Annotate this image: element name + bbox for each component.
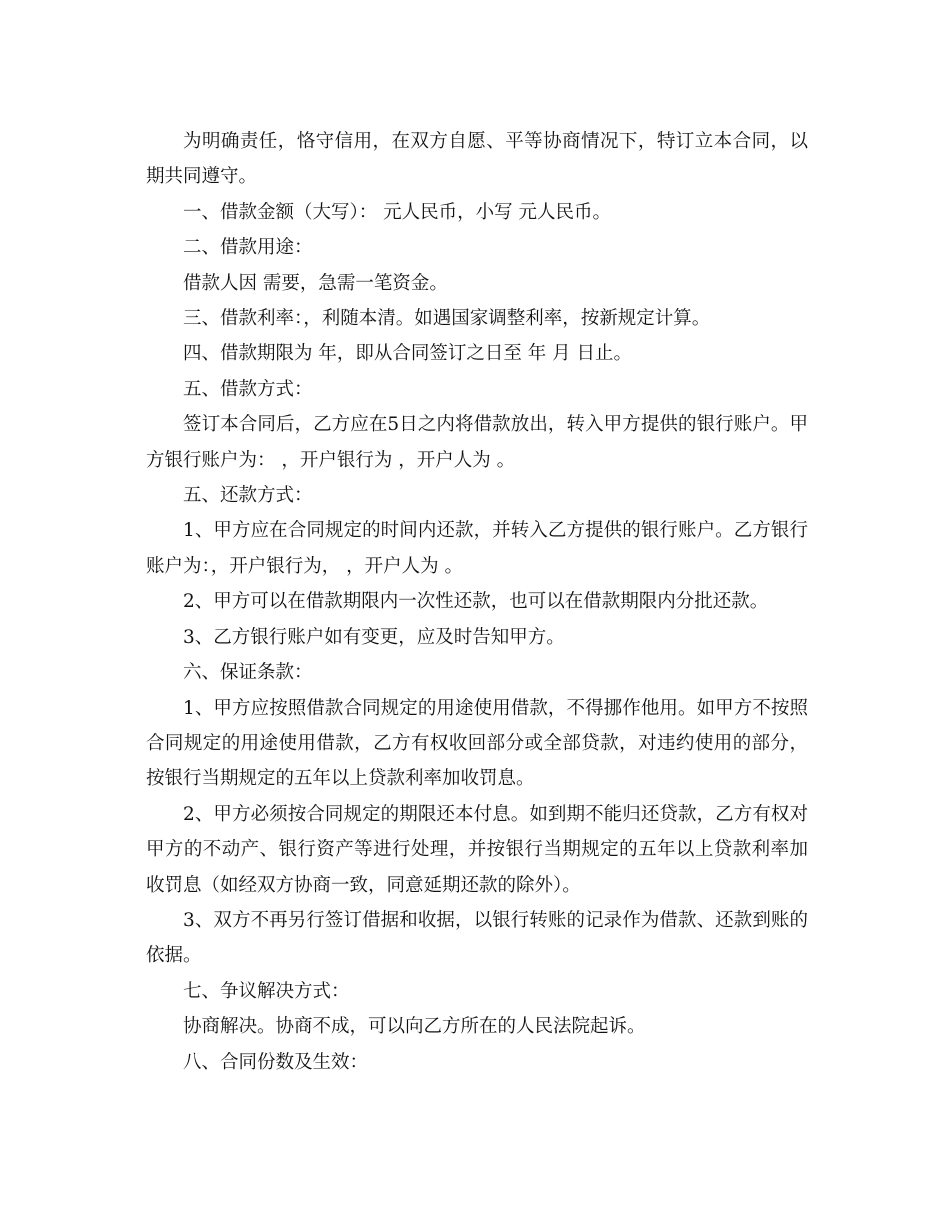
- paragraph-interest-rate: 三、借款利率：，利随本清。如遇国家调整利率，按新规定计算。: [183, 308, 711, 330]
- heading-dispute-resolution: 七、争议解决方式：: [183, 980, 350, 1002]
- paragraph-loan-term: 四、借款期限为 年，即从合同签订之日至 年 月 日止。: [183, 343, 633, 365]
- paragraph-repayment-3: 3、乙方银行账户如有变更，应及时告知甲方。: [183, 626, 565, 648]
- paragraph-guarantee-3: 3、双方不再另行签订借据和收据，以银行转账的记录作为借款、还款到账的依据。: [146, 909, 808, 967]
- paragraph-repayment-2: 2、甲方可以在借款期限内一次性还款，也可以在借款期限内分批还款。: [183, 591, 769, 613]
- paragraph-repayment-1: 1、甲方应在合同规定的时间内还款，并转入乙方提供的银行账户。乙方银行账户为：，开户银行为， ，开户人为 。: [146, 520, 808, 577]
- paragraph-preamble: 为明确责任，恪守信用，在双方自愿、平等协商情况下，特订立本合同，以期共同遵守。: [146, 131, 808, 188]
- paragraph-guarantee-2: 2、甲方必须按合同规定的期限还本付息。如到期不能归还贷款，乙方有权对甲方的不动产、银行资产等进行处理，并按银行当期规定的五年以上贷款利率加收罚息（如经双方协商一致，同意延期还款的除外）。: [146, 803, 808, 896]
- paragraph-loan-amount: 一、借款金额（大写）： 元人民币，小写 元人民币。: [183, 201, 612, 223]
- paragraph-dispute-resolution: 协商解决。协商不成，可以向乙方所在的人民法院起诉。: [183, 1016, 646, 1038]
- paragraph-loan-method: 签订本合同后，乙方应在5日之内将借款放出，转入甲方提供的银行账户。甲方银行账户为： ，开户银行为 ，开户人为 。: [146, 414, 808, 471]
- paragraph-guarantee-1: 1、甲方应按照借款合同规定的用途使用借款，不得挪作他用。如甲方不按照合同规定的用途使用借款，乙方有权收回部分或全部贷款，对违约使用的部分，按银行当期规定的五年以上贷款利率加收罚息。: [146, 697, 808, 790]
- paragraph-loan-purpose: 借款人因 需要，急需一笔资金。: [183, 272, 448, 294]
- contract-body: [146, 124, 808, 1080]
- heading-copies-effectiveness: 八、合同份数及生效：: [183, 1051, 369, 1073]
- heading-loan-purpose: 二、借款用途：: [183, 237, 313, 259]
- heading-loan-method: 五、借款方式：: [183, 378, 313, 400]
- heading-guarantee-terms: 六、保证条款：: [183, 662, 313, 684]
- heading-repayment-method: 五、还款方式：: [183, 485, 313, 507]
